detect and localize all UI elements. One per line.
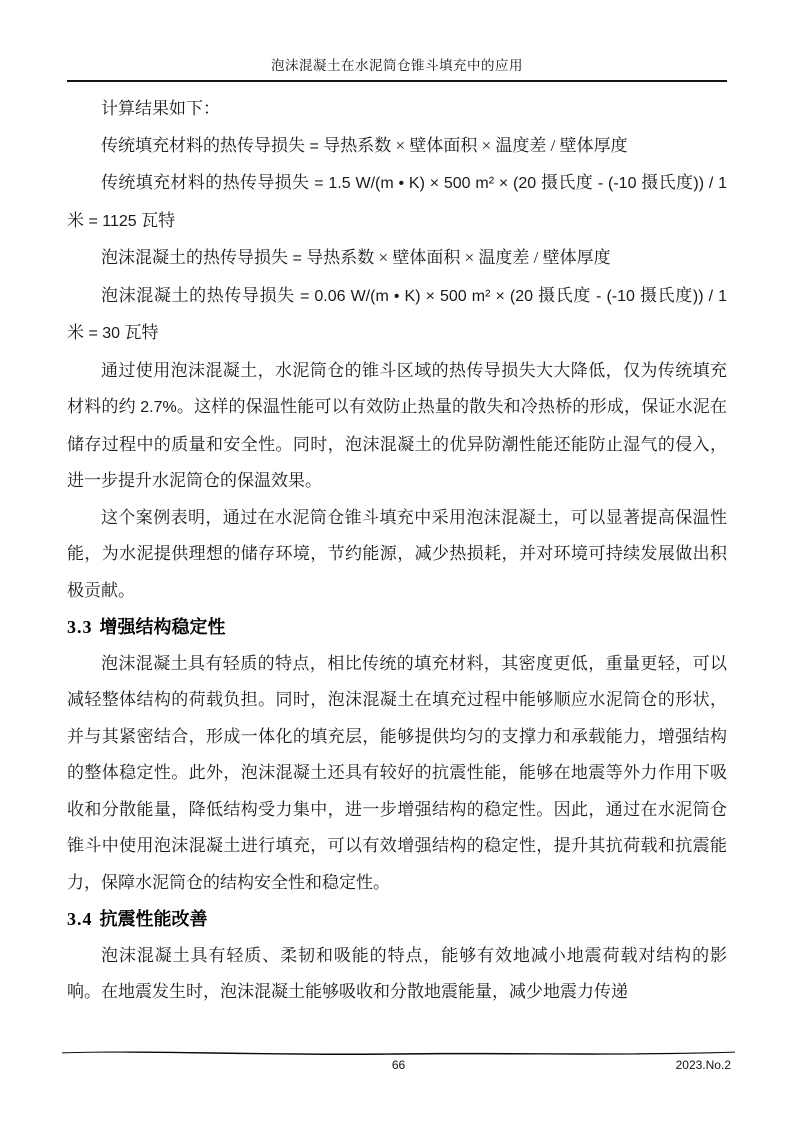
paragraph-case-summary <box>67 500 727 610</box>
formula-traditional-values <box>67 165 727 240</box>
equals-sign: = <box>288 250 307 267</box>
formula-lhs: 泡沫混凝土的热传导损失 <box>101 285 295 305</box>
unit-celsius: 摄氏度 <box>540 173 594 192</box>
formula-foam-definition <box>67 240 727 278</box>
unit-celsius: 摄氏度 <box>641 173 694 192</box>
page-number: 66 <box>391 1058 406 1072</box>
section-heading-3-4 <box>67 901 727 938</box>
formula-lhs: 泡沫混凝土的热传导损失 <box>101 248 288 267</box>
paragraph-insulation-result <box>67 353 727 500</box>
paragraph-text: 。这样的保温性能可以有效防止热量的散失和冷热桥的形成，保证水泥在储存过程中的质量和安全性。同时，泡沫混凝土的优异防潮性能还能防止湿气的侵入，进一步提升水泥筒仓的保温效果。 <box>67 397 727 490</box>
page-header <box>67 57 727 82</box>
paragraph-text: 泡沫混凝土具有轻质的特点，相比传统的填充材料，其密度更低，重量更轻，可以减轻整体结构的荷载负担。同时，泡沫混凝土在填充过程中能够顺应水泥筒仓的形状，并与其紧密结合，形成一体化的填充层，能够提供均匀的支撑力和承载能力，增强结构的整体稳定性。此外，泡沫混凝土还具有较好的抗震性能，能够在地震等外力作用下吸收和分散能量，降低结构受力集中，进一步增强结构的稳定性。因此，通过在水泥筒仓锥斗中使用泡沫混凝土进行填充，可以有效增强结构的稳定性，提升其抗荷载和抗震能力，保障水泥筒仓的结构安全性和稳定性。 <box>67 653 727 892</box>
section-title: 抗震性能改善 <box>99 909 208 929</box>
footer-row <box>62 1058 735 1076</box>
paragraph-seismic-improvement <box>67 938 727 1011</box>
formula-values: )) / 1 <box>693 175 728 192</box>
formula-values: = 0.06 W/(m • K) × 500 m² × (20 <box>294 287 539 305</box>
unit-celsius: 摄氏度 <box>538 285 591 305</box>
equals-sign: = <box>305 137 324 155</box>
formula-result: = 30 <box>84 325 125 342</box>
formula-foam-values <box>67 278 727 353</box>
percentage-value: 2.7% <box>140 399 177 416</box>
calc-intro-line <box>67 91 727 128</box>
formula-values: = 1.5 W/(m • K) × 500 m² × (20 <box>309 175 541 192</box>
paragraph-text: 这个案例表明，通过在水泥筒仓锥斗填充中采用泡沫混凝土，可以显著提高保温性能，为水泥提供理想的储存环境，节约能源，减少热损耗，并对环境可持续发展做出积极贡献。 <box>67 507 727 600</box>
page-footer <box>62 1048 735 1076</box>
running-title: 泡沫混凝土在水泥筒仓锥斗填充中的应用 <box>271 58 523 73</box>
paragraph-text: 通过使用泡沫混凝土，水泥筒仓的锥斗区域的热传导损失大大降低，仅为传统填充材料的约 <box>67 360 727 416</box>
paragraph-text: 泡沫混凝土具有轻质、柔韧和吸能的特点，能够有效地减小地震荷载对结构的影响。在地震发生时，泡沫混凝土能够吸收和分散地震能量，减少地震力传递 <box>67 945 727 1001</box>
unit-meter: 米 <box>67 210 84 230</box>
formula-values: )) / 1 <box>692 287 727 305</box>
formula-rhs: 导热系数 × 壁体面积 × 温度差 / 壁体厚度 <box>323 135 628 155</box>
unit-watt: 瓦特 <box>141 210 176 230</box>
section-number: 3.4 <box>67 909 93 929</box>
formula-rhs: 导热系数 × 壁体面积 × 温度差 / 壁体厚度 <box>306 248 611 267</box>
issue-label: 2023.No.2 <box>675 1058 731 1072</box>
unit-watt: 瓦特 <box>124 323 159 342</box>
section-title: 增强结构稳定性 <box>99 617 226 637</box>
unit-meter: 米 <box>67 323 84 342</box>
formula-result: = 1125 <box>84 212 142 230</box>
page-body <box>67 91 727 1011</box>
formula-values: - (-10 <box>593 175 642 192</box>
formula-values: - (-10 <box>590 287 640 305</box>
formula-traditional-definition <box>67 128 727 166</box>
section-heading-3-3 <box>67 609 727 646</box>
formula-lhs: 传统填充材料的热传导损失 <box>101 135 305 155</box>
intro-text: 计算结果如下： <box>101 99 220 118</box>
section-number: 3.3 <box>67 617 93 637</box>
unit-celsius: 摄氏度 <box>639 285 693 305</box>
formula-lhs: 传统填充材料的热传导损失 <box>101 173 310 192</box>
footer-rule-line <box>62 1048 735 1057</box>
paragraph-structural-stability <box>67 646 727 902</box>
